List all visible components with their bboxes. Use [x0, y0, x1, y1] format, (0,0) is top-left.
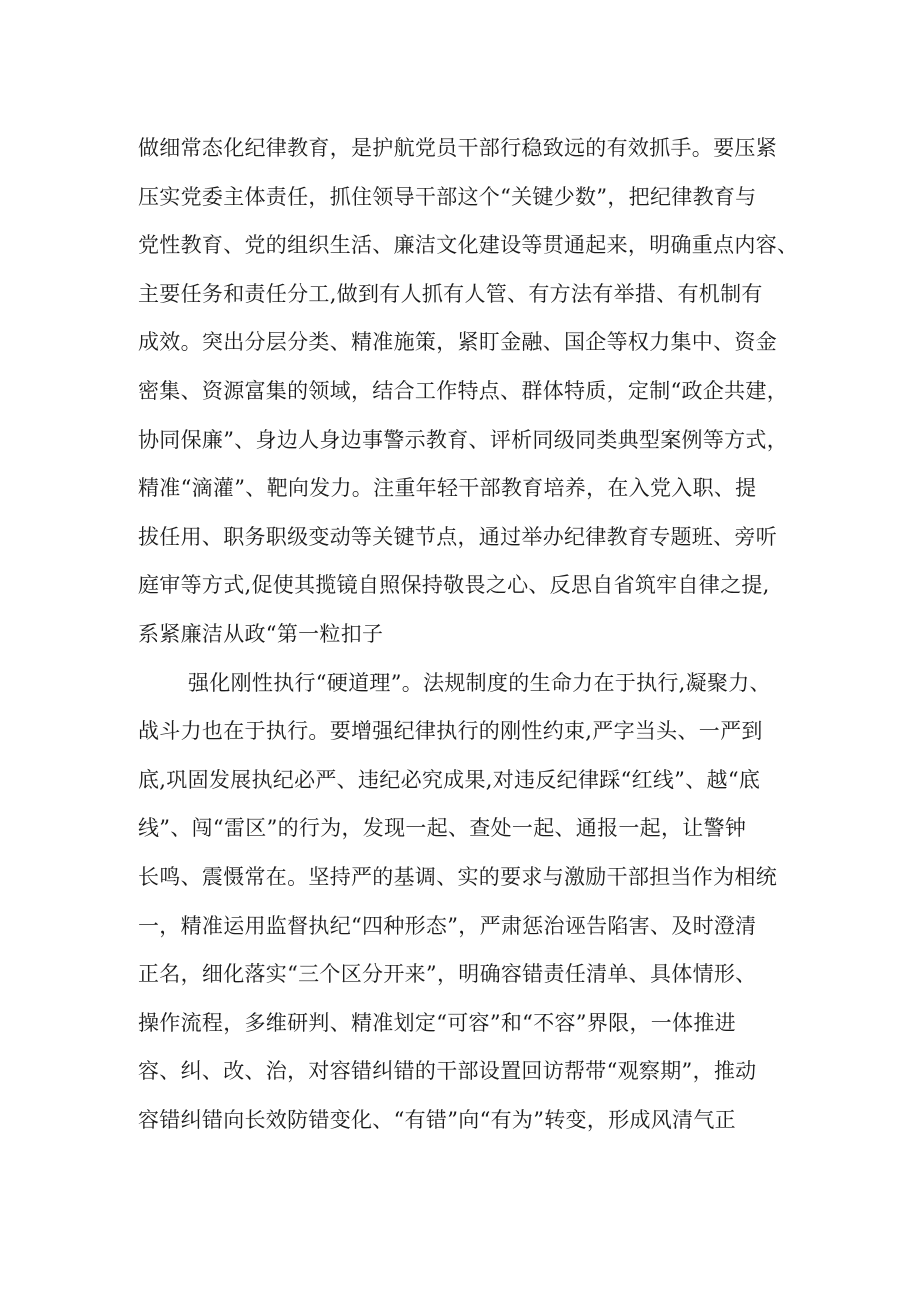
paragraph-line: 一，精准运用监督执纪“四种形态”，严肃惩治诬告陷害、及时澄清: [138, 913, 757, 938]
paragraph-line: 成效。突出分层分类、精准施策，紧盯金融、国企等权力集中、资金: [138, 330, 777, 355]
paragraph-line: 正名，细化落实“三个区分开来”，明确容错责任清单、具体情形、: [138, 962, 757, 987]
paragraph-1: [138, 124, 798, 659]
paragraph-line: 协同保廉”、身边人身边事警示教育、评析同级同类典型案例等方式，: [138, 427, 789, 452]
paragraph-line: 拔任用、职务职级变动等关键节点，通过举办纪律教育专题班、旁听: [138, 524, 777, 549]
paragraph-line: 庭审等方式,促使其揽镜自照保持敬畏之心、反思自省筑牢自律之提,: [138, 573, 770, 598]
paragraph-2: [138, 659, 798, 1145]
paragraph-line: 做细常态化纪律教育，是护航党员干部行稳致远的有效抓手。要压紧: [138, 136, 777, 160]
paragraph-line: 精准“滴灌”、靶向发力。注重年轻干部教育培养，在入党入职、提: [138, 476, 757, 501]
paragraph-line: 战斗力也在于执行。要增强纪律执行的刚性约束,严字当头、一严到: [138, 719, 763, 744]
paragraph-line: 底,巩固发展执纪必严、违纪必究成果,对违反纪律踩“红线”、越“底: [138, 767, 761, 792]
paragraph-first-line: 强化刚性执行“硬道理”。法规制度的生命力在于执行,凝聚力、: [188, 670, 771, 695]
paragraph-line: 密集、资源富集的领域，结合工作特点、群体特质，定制“政企共建，: [138, 378, 789, 403]
document-body: [138, 124, 798, 1144]
paragraph-line: 容、纠、改、治，对容错纠错的干部设置回访帮带“观察期”，推动: [138, 1059, 757, 1084]
paragraph-line: 容错纠错向长效防错变化、“有错”向“有为”转变，形成风清气正: [138, 1107, 736, 1132]
paragraph-line: 压实党委主体责任，抓住领导干部这个“关键少数”，把纪律教育与: [138, 184, 757, 209]
paragraph-line: 系紧廉洁从政“第一粒扣子: [138, 621, 384, 646]
paragraph-line: 长鸣、震慑常在。坚持严的基调、实的要求与激励干部担当作为相统: [138, 864, 777, 889]
paragraph-line: 主要任务和责任分工,做到有人抓有人管、有方法有举措、有机制有: [138, 281, 763, 306]
paragraph-line: 党性教育、党的组织生活、廉洁文化建设等贯通起来，明确重点内容、: [138, 233, 799, 258]
paragraph-line: 操作流程，多维研判、精准划定“可容”和“不容”界限，一体推进: [138, 1010, 736, 1035]
paragraph-line: 线”、闯“雷区”的行为，发现一起、查处一起、通报一起，让警钟: [138, 816, 747, 841]
